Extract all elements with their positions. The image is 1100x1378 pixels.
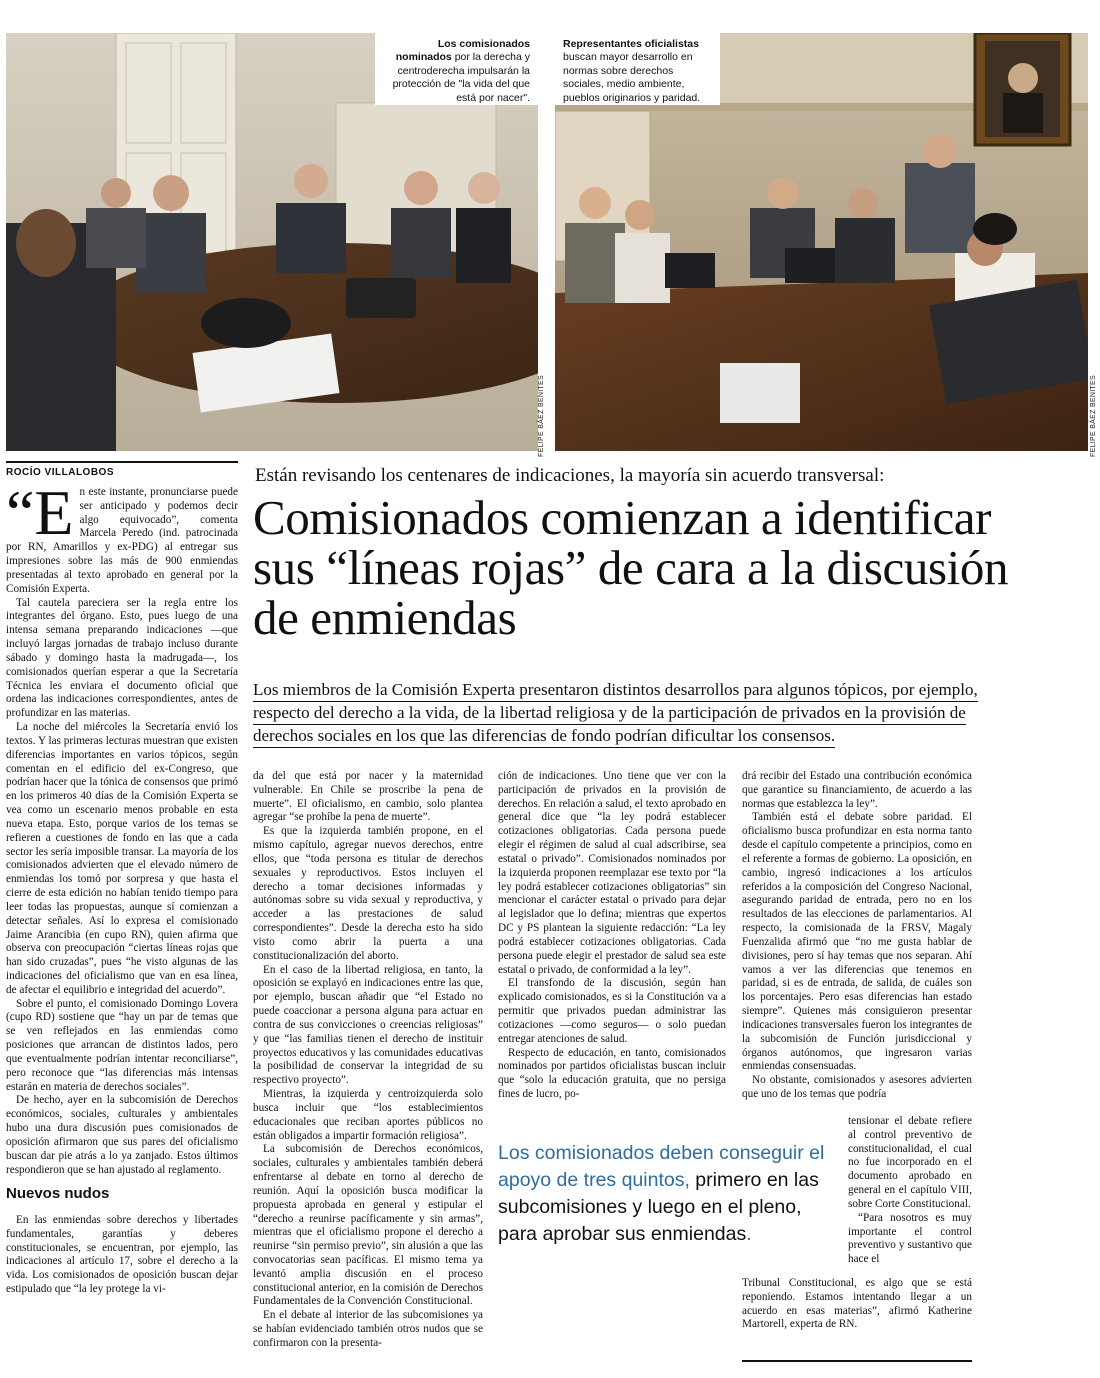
subhead: Nuevos nudos [6, 1185, 110, 1203]
paragraph: No obstante, comisionados y asesores advierten que uno de los temas que podría [742, 1074, 972, 1101]
column-4 [742, 770, 972, 1102]
pull-quote [498, 1140, 838, 1248]
dropcap: “E [6, 477, 74, 548]
photo-caption-left [375, 33, 538, 105]
paragraph: En las enmiendas sobre derechos y libertades fundamentales, garantías y deberes constitucionales, se encuentran, por ejemplo, las indicaciones al artículo 17, sobre el derecho a la vida. Los comisionados de oposición buscan dejar estipulado que “la ley protege la vi- [6, 1213, 238, 1296]
column-2 [253, 770, 483, 1351]
column-3 [498, 770, 726, 1102]
column-1 [6, 477, 238, 1297]
byline: ROCÍO VILLALOBOS [6, 467, 114, 478]
caption-left-bold: Los comisionados nominados [395, 38, 530, 64]
kicker: Están revisando los centenares de indicaciones, la mayoría sin acuerdo transversal: [255, 465, 885, 486]
paragraph: Tribunal Constitucional, es algo que se está reponiendo. Estamos intentando llegar a un acuerdo en esas materias”, afirmó Katherine Martorell, experta de RN. [742, 1277, 972, 1331]
paragraph: Respecto de educación, en tanto, comisionados nominados por partidos oficialistas buscan incluir que “solo la educación gratuita, que no persiga fines de lucro, po- [498, 1046, 726, 1101]
column-4-narrow [848, 1115, 972, 1267]
caption-left-text: por la derecha y centroderecha impulsarán la protección de "la vida del que está por nacer". [392, 51, 530, 104]
headline: Comisionados comienzan a identificar sus “líneas rojas” de cara a la discusión de enmiendas [253, 490, 1009, 645]
column-4-end [742, 1277, 972, 1332]
paragraph: n este instante, pronunciarse puede ser anticipado y podemos decir algo equivocado”, comenta Marcela Peredo (ind. patrocinada por RN, Amarillos y ex-PDG) al entregar sus impresiones sobre las más de 900 enmiendas presentadas al texto aprobado en general por la Comisión Experta. [6, 486, 238, 595]
paragraph: De hecho, ayer en la subcomisión de Derechos económicos, sociales, culturales y ambientales hubo una dura discusión pues comisionados de oposición afirmaron que sus pares del oficialismo buscan dar pie atrás a lo ya zanjado. Estos últimos respondieron que se han ajustado al reglamento. [6, 1094, 238, 1176]
paragraph: En el debate al interior de las subcomisiones ya se habían evidenciado también otros nudos que se confirmaron con la presenta- [253, 1309, 483, 1349]
caption-right-text: buscan mayor desarrollo en normas sobre derechos sociales, medio ambiente, pueblos originarios y paridad. [563, 51, 701, 104]
paragraph: Mientras, la izquierda y centroizquierda solo busca incluir que “los establecimientos educacionales que reciban aportes públicos no están obligados a impartir formación religiosa”. [253, 1088, 483, 1142]
paragraph: tensionar el debate refiere al control preventivo de constitucionalidad, el cual no fue incorporado en el documento aprobado en general en el capítulo VIII, sobre Corte Constitucional. [848, 1115, 972, 1210]
lead-line: Los miembros de la Comisión Experta presentaron distintos desarrollos para algunos tópicos, por ejemplo, [253, 679, 1093, 702]
paragraph: El transfondo de la discusión, según han explicado comisionados, es si la Constitución va a permitir que privados puedan administrar las cotizaciones —como seguros— o solo puedan entregar atenciones de salud. [498, 977, 726, 1045]
photo-caption-right [555, 33, 720, 105]
photo-credit-left: FELIPE BÁEZ BENITES [538, 375, 545, 457]
paragraph: También está el debate sobre paridad. El oficialismo busca profundizar en esta norma tanto desde el capítulo competente a principios, como en el referente a formas de gobierno. La oposición, en cambio, ingresó indicaciones a los artículos referidos a la composición del Congreso Nacional, asegurando paridad de entrada, pero no en los resultados de las elecciones de parlamentarios. Al respecto, la comisionada de la FRSV, Magaly Fuenzalida afirmó que “no me gusta hablar de divisiones, pero sí hay temas que nos separan. Ahí vamos a ver las diferencias que tenemos en paridad, si es de entrada, de salida, de cuáles son los porcentajes. Pero esas diferencias han estado siempre”. Quienes más consiguieron presentar indicaciones transversales fueron los integrantes de la subcomisión de Función jurisdiccional y órganos autónomos, que ingresaron varias enmiendas consensuadas. [742, 811, 972, 1073]
byline-rule [6, 461, 238, 463]
paragraph: La subcomisión de Derechos económicos, sociales, culturales y ambientales también deberá enfrentarse al debate en torno al derecho de reunión. Aquí la oposición busca modificar la propuesta aprobada en general y estipular el “derecho a reunirse pacíficamente y sin armas”, mientras que el oficialismo propone el derecho a reunirse “sin permiso previo”, sin alusión a que las convocatorias sean pacíficas. El mismo tema ya levantó amplia discusión en el proceso constitucional anterior, en la comisión de Derechos Fundamentales de la Convención Constitucional. [253, 1143, 483, 1308]
paragraph: Es que la izquierda también propone, en el mismo capítulo, agregar nuevos derechos, entre ellos, que “toda persona es titular de derechos sexuales y reproductivos. Estos incluyen el derecho a tomar decisiones informadas y autónomas sobre su vida sexual y reproductiva, y acceder a las prestaciones de salud correspondientes”. Desde la derecha esto ha sido visto como abrir la puerta a una constitucionalización del aborto. [253, 825, 483, 962]
paragraph: ción de indicaciones. Uno tiene que ver con la participación de privados en la provisión de derechos. En relación a salud, el texto aprobado en general dice que “la ley podrá establecer cotizaciones obligatorias. Cada persona puede elegir el régimen de salud al cual adscribirse, sea estatal o privado”. Comisionados nominados por la izquierda proponen reemplazar ese texto por “la ley podrá establecer cotizaciones obligatorias” sin mencionar el carácter estatal o privado para dejar al legislador que lo defina; mientras que expertos DC y PS plantean la siguiente redacción: “La ley podrá establecer cotizaciones obligatorias. Cada persona puede elegir el prestador de salud sea este estatal o privado, de conformidad a la ley”. [498, 770, 726, 976]
pull-quote-text: primero en las subcomisiones y luego en el pleno, para aprobar sus enmiendas [498, 1168, 819, 1245]
pull-quote-highlight: Los comisionados deben conseguir el apoyo de tres quintos, [498, 1142, 825, 1191]
lead [253, 679, 1093, 747]
paragraph: “Para nosotros es muy importante el control preventivo y sustantivo que hace el [848, 1211, 972, 1266]
paragraph: drá recibir del Estado una contribución económica que garantice su financiamiento, de acuerdo a las normas que establezca la ley”. [742, 770, 972, 810]
paragraph: da del que está por nacer y la maternidad vulnerable. En Chile se proscribe la pena de muerte”. El oficialismo, en cambio, solo plantea agregar “se prohíbe la pena de muerte”. [253, 770, 483, 824]
paragraph: En el caso de la libertad religiosa, en tanto, la oposición se explayó en indicaciones entre las que, por ejemplo, buscan añadir que “el Estado no puede coaccionar a persona alguna para actuar en contra de sus convicciones o creencias religiosas” y que “las familias tienen el derecho de instituir proyectos educativos y las comunidades educativas la posibilidad de conservar la integridad de su respectivo proyecto”. [253, 963, 483, 1087]
paragraph: Tal cautela pareciera ser la regla entre los integrantes del órgano. Esto, pues luego de una intensa semana preparando indicaciones —que incluyó largas jornadas de trabajo incluso durante sábado y domingo hasta la madrugada—, los comisionados querían esperar a que la Secretaría Técnica les enviara el documento oficial que ordena las indicaciones correspondientes, antes de profundizar en las materias. [6, 596, 238, 720]
photo-credit-right: FELIPE BÁEZ BENITES [1090, 375, 1097, 457]
paragraph: La noche del miércoles la Secretaría envió los textos. Y las primeras lecturas muestran que existen diferencias importantes en varios tópicos, según comentan en el edificio del ex-Congreso, que podrían hacer que la tónica de consensos que primó en los primeros 40 días de la Comisión Experta se vea como un escenario menos probable en esta nueva etapa. Esto, porque varios de los temas se refieren a cuestiones de fondo en las que a cada sector les sería imposible transar. La mayoría de los comisionados advierten que el elevado número de enmiendas los tomó por sorpresa y que hasta el cierre de esta edición no habían tenido tiempo para leer todas las propuestas, aunque sí comienzan a detectar señales. Así lo expresa el comisionado Jaime Arancibia (en cupo RN), quien afirma que observa con preocupación “ciertas líneas rojas que han sido cruzadas”, pues “he visto algunas de las indicaciones del oficialismo que van en esa línea, de afectar el equilibrio e integridad del acuerdo”. [6, 721, 238, 996]
caption-right-bold: Representantes oficialistas [563, 38, 699, 50]
paragraph: Sobre el punto, el comisionado Domingo Lovera (cupo RD) sostiene que “hay un par de temas que se ven reflejados en las enmiendas como posiciones que arrancan de distintos lados, pero que eventualmente podrían intentar reconciliarse”, pero reconoce que “las diferencias más intensas estarán en materia de derechos sociales”. [6, 997, 238, 1093]
bottom-rule [742, 1360, 972, 1362]
lead-line: respecto del derecho a la vida, de la libertad religiosa y de la participación de privados en la provisión de [253, 702, 1093, 725]
lead-line: derechos sociales en los que las diferencias de fondo podrían dificultar los consensos. [253, 725, 1093, 748]
pull-quote-end: . [746, 1222, 752, 1245]
